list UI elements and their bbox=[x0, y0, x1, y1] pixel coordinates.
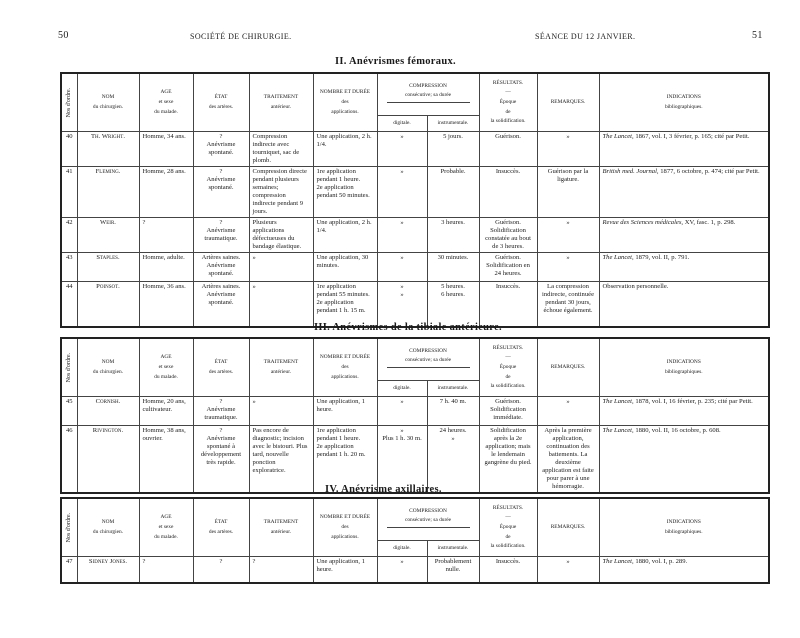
header-resultats bbox=[479, 498, 537, 556]
cell-resultats: Solidification après la 2e application; mais le lendemain gangrène du pied. bbox=[479, 425, 537, 493]
header-traitement-line: TRAITEMENT bbox=[263, 359, 299, 366]
aneurysm-table bbox=[60, 72, 770, 328]
header-resultats-line: de bbox=[505, 108, 511, 115]
cell-remarques: La compression indirecte, continuée pendant 30 jours, échoue également. bbox=[537, 281, 599, 327]
header-nombre-line: NOMBRE ET DURÉE bbox=[319, 514, 371, 521]
cell-nom: Cornish. bbox=[77, 396, 139, 425]
brace-divider bbox=[387, 527, 470, 532]
header-nom-line: du chirurgien. bbox=[92, 103, 124, 110]
header-nombre-line: NOMBRE ET DURÉE bbox=[319, 89, 371, 96]
header-no bbox=[61, 73, 77, 131]
header-age-line: AGE bbox=[160, 514, 172, 521]
citation-detail: , 1880, vol. II, 16 octobre, p. 608. bbox=[632, 426, 721, 434]
journal-name: The Lancet bbox=[602, 253, 633, 261]
journal-name: The Lancet bbox=[602, 132, 633, 140]
cell-age: ? bbox=[139, 217, 193, 252]
header-nombre-line: applications. bbox=[331, 373, 359, 380]
cell-indications bbox=[599, 217, 769, 252]
header-digitale: digitale. bbox=[377, 540, 427, 556]
header-etat-line: ÉTAT bbox=[214, 519, 228, 526]
header-age bbox=[139, 73, 193, 131]
citation-detail: , 1867, vol. I, 3 février, p. 165; cité par Petit. bbox=[632, 132, 750, 140]
cell-digitale: » bbox=[377, 396, 427, 425]
cell-nom: Poinsot. bbox=[77, 281, 139, 327]
cell-etat: Artères saines. Anévrisme spontané. bbox=[193, 252, 249, 281]
cell-indications bbox=[599, 425, 769, 493]
cell-resultats: Guérison. Solidification constatée au bout de 3 heures. bbox=[479, 217, 537, 252]
header-resultats bbox=[479, 338, 537, 396]
header-compression-line: COMPRESSION bbox=[409, 347, 447, 354]
header-resultats-line: Époque bbox=[499, 98, 517, 105]
header-age-line: AGE bbox=[160, 354, 172, 361]
cell-no: 45 bbox=[61, 396, 77, 425]
header-no bbox=[61, 338, 77, 396]
citation-detail: Observation personnelle. bbox=[602, 282, 669, 290]
cell-remarques: » bbox=[537, 556, 599, 583]
header-resultats-line: — bbox=[505, 354, 511, 361]
cell-instrumentale: Probablement nulle. bbox=[427, 556, 479, 583]
cell-nom: Rivington. bbox=[77, 425, 139, 493]
header-compression bbox=[377, 338, 479, 380]
header-no-label: Nos d'ordre. bbox=[65, 87, 72, 117]
cell-resultats: Insuccès. bbox=[479, 166, 537, 217]
header-indications-line: INDICATIONS bbox=[666, 359, 701, 366]
header-nombre-line: applications. bbox=[331, 533, 359, 540]
header-compression-line: consécutive; sa durée bbox=[404, 517, 452, 524]
journal-name: Revue des Sciences médicales bbox=[602, 218, 682, 226]
header-indications bbox=[599, 338, 769, 396]
cell-nombre: Une application, 30 minutes. bbox=[313, 252, 377, 281]
header-remarques: REMARQUES. bbox=[537, 498, 599, 556]
header-instrumentale: instrumentale. bbox=[427, 380, 479, 396]
header-nombre-line: des bbox=[341, 98, 349, 105]
cell-indications bbox=[599, 166, 769, 217]
header-nombre bbox=[313, 338, 377, 396]
header-age-line: du malade. bbox=[154, 533, 178, 540]
cell-digitale: » Plus 1 h. 30 m. bbox=[377, 425, 427, 493]
header-nombre-line: NOMBRE ET DURÉE bbox=[319, 354, 371, 361]
cell-indications bbox=[599, 396, 769, 425]
cell-resultats: Guérison. Solidification en 24 heures. bbox=[479, 252, 537, 281]
header-etat-line: ÉTAT bbox=[214, 359, 228, 366]
header-indications bbox=[599, 73, 769, 131]
cell-age: Homme, 20 ans, cultivateur. bbox=[139, 396, 193, 425]
header-age-line: et sexe bbox=[158, 98, 174, 105]
cell-no: 44 bbox=[61, 281, 77, 327]
cell-nombre: Une application, 2 h. 1/4. bbox=[313, 217, 377, 252]
header-traitement-line: antérieur. bbox=[270, 103, 292, 110]
cell-traitement: Plusieurs applications défectueuses du bandage élastique. bbox=[249, 217, 313, 252]
cell-digitale: » bbox=[377, 252, 427, 281]
header-compression-line: COMPRESSION bbox=[409, 507, 447, 514]
cell-resultats: Insuccès. bbox=[479, 281, 537, 327]
header-indications-line: bibliographiques. bbox=[664, 103, 703, 110]
header-digitale: digitale. bbox=[377, 380, 427, 396]
cell-traitement: » bbox=[249, 252, 313, 281]
cell-instrumentale: 5 heures. 6 heures. bbox=[427, 281, 479, 327]
cell-nombre: Une application, 2 h. 1/4. bbox=[313, 131, 377, 166]
running-title-right: SÉANCE DU 12 JANVIER. bbox=[535, 32, 636, 41]
journal-name: The Lancet bbox=[602, 426, 633, 434]
table-row bbox=[61, 556, 769, 583]
header-nom bbox=[77, 338, 139, 396]
cell-no: 40 bbox=[61, 131, 77, 166]
table-row bbox=[61, 166, 769, 217]
cell-indications bbox=[599, 556, 769, 583]
section-title: II. Anévrismes fémoraux. bbox=[335, 56, 456, 67]
cell-instrumentale: Probable. bbox=[427, 166, 479, 217]
aneurysm-table bbox=[60, 337, 770, 494]
table-row bbox=[61, 131, 769, 166]
cell-age: Homme, adulte. bbox=[139, 252, 193, 281]
header-instrumentale: instrumentale. bbox=[427, 115, 479, 131]
header-age-line: du malade. bbox=[154, 373, 178, 380]
cell-nombre: Une application, 1 heure. bbox=[313, 556, 377, 583]
cell-etat: ? Anévrisme spontané. bbox=[193, 166, 249, 217]
header-compression-line: consécutive; sa durée bbox=[404, 357, 452, 364]
brace-divider bbox=[387, 102, 470, 107]
header-no-label: Nos d'ordre. bbox=[65, 512, 72, 542]
cell-age: ? bbox=[139, 556, 193, 583]
cell-nombre: 1re application pendant 1 heure. 2e application pendant 1 h. 20 m. bbox=[313, 425, 377, 493]
header-traitement-line: antérieur. bbox=[270, 528, 292, 535]
header-resultats-line: RÉSULTATS. bbox=[492, 504, 524, 511]
header-traitement-line: antérieur. bbox=[270, 368, 292, 375]
header-nom-line: du chirurgien. bbox=[92, 368, 124, 375]
header-resultats-line: Époque bbox=[499, 523, 517, 530]
citation-detail: , 1880, vol. I, p. 289. bbox=[632, 557, 688, 565]
cell-indications bbox=[599, 131, 769, 166]
header-indications-line: bibliographiques. bbox=[664, 368, 703, 375]
citation-detail: , 1877, 6 octobre, p. 474; cité par Petit. bbox=[656, 167, 760, 175]
header-nombre bbox=[313, 498, 377, 556]
header-instrumentale: instrumentale. bbox=[427, 540, 479, 556]
header-resultats bbox=[479, 73, 537, 131]
header-resultats-line: Époque bbox=[499, 363, 517, 370]
header-etat-line: des artères. bbox=[208, 103, 234, 110]
header-nom bbox=[77, 498, 139, 556]
table-row bbox=[61, 425, 769, 493]
cell-remarques: » bbox=[537, 396, 599, 425]
header-etat-line: ÉTAT bbox=[214, 94, 228, 101]
header-age-line: et sexe bbox=[158, 523, 174, 530]
table-row bbox=[61, 217, 769, 252]
cell-traitement: Compression indirecte avec tourniquet, sac de plomb. bbox=[249, 131, 313, 166]
cell-nom: Fleming. bbox=[77, 166, 139, 217]
cell-etat: Artères saines. Anévrisme spontané. bbox=[193, 281, 249, 327]
header-traitement-line: TRAITEMENT bbox=[263, 94, 299, 101]
header-compression-line: COMPRESSION bbox=[409, 82, 447, 89]
cell-digitale: » » bbox=[377, 281, 427, 327]
header-resultats-line: la solidification. bbox=[490, 543, 526, 550]
cell-etat: ? Anévrisme traumatique. bbox=[193, 396, 249, 425]
header-nom-line: du chirurgien. bbox=[92, 528, 124, 535]
cell-etat: ? bbox=[193, 556, 249, 583]
cell-nom: Th. Wright. bbox=[77, 131, 139, 166]
section-title: III. Anévrismes de la tibiale antérieure. bbox=[314, 322, 502, 333]
cell-nombre: 1re application pendant 55 minutes. 2e application pendant 1 h. 15 m. bbox=[313, 281, 377, 327]
cell-nom: Sidney Jones. bbox=[77, 556, 139, 583]
cell-nombre: 1re application pendant 1 heure. 2e application pendant 50 minutes. bbox=[313, 166, 377, 217]
header-compression-line: consécutive; sa durée bbox=[404, 92, 452, 99]
citation-detail: , 1878, vol. I, 16 février, p. 235; cité par Petit. bbox=[632, 397, 753, 405]
table-row bbox=[61, 281, 769, 327]
journal-name: British med. Journal bbox=[602, 167, 657, 175]
cell-digitale: » bbox=[377, 131, 427, 166]
cell-remarques: Après la première application, continuation des battements. La deuxième application est faite pour parer à une hémorragie. bbox=[537, 425, 599, 493]
header-resultats-line: la solidification. bbox=[490, 118, 526, 125]
aneurysm-table bbox=[60, 497, 770, 584]
section-title: IV. Anévrisme axillaires. bbox=[325, 484, 442, 495]
cell-traitement: Compression directe pendant plusieurs semaines; compression indirecte pendant 9 jours. bbox=[249, 166, 313, 217]
header-no-label: Nos d'ordre. bbox=[65, 352, 72, 382]
page-number-left: 50 bbox=[58, 30, 69, 41]
header-traitement-line: TRAITEMENT bbox=[263, 519, 299, 526]
header-age bbox=[139, 498, 193, 556]
cell-remarques: » bbox=[537, 131, 599, 166]
table-row bbox=[61, 396, 769, 425]
header-nombre bbox=[313, 73, 377, 131]
header-compression bbox=[377, 73, 479, 115]
header-resultats-line: — bbox=[505, 514, 511, 521]
cell-indications bbox=[599, 281, 769, 327]
header-nom-line: NOM bbox=[101, 94, 115, 101]
header-digitale: digitale. bbox=[377, 115, 427, 131]
header-resultats-line: RÉSULTATS. bbox=[492, 344, 524, 351]
cell-age: Homme, 36 ans. bbox=[139, 281, 193, 327]
header-etat-line: des artères. bbox=[208, 528, 234, 535]
cell-resultats: Guérison. Solidification immédiate. bbox=[479, 396, 537, 425]
header-nombre-line: applications. bbox=[331, 108, 359, 115]
header-compression bbox=[377, 498, 479, 540]
header-indications-line: INDICATIONS bbox=[666, 519, 701, 526]
header-resultats-line: de bbox=[505, 373, 511, 380]
cell-no: 47 bbox=[61, 556, 77, 583]
cell-traitement: Pas encore de diagnostic; incision avec le bistouri. Plus tard, nouvelle ponction exploratrice. bbox=[249, 425, 313, 493]
header-age bbox=[139, 338, 193, 396]
cell-indications bbox=[599, 252, 769, 281]
cell-etat: ? Anévrisme spontané. bbox=[193, 131, 249, 166]
header-nom-line: NOM bbox=[101, 359, 115, 366]
cell-instrumentale: 5 jours. bbox=[427, 131, 479, 166]
cell-no: 41 bbox=[61, 166, 77, 217]
cell-resultats: Insuccès. bbox=[479, 556, 537, 583]
header-etat-line: des artères. bbox=[208, 368, 234, 375]
header-no bbox=[61, 498, 77, 556]
cell-etat: ? Anévrisme traumatique. bbox=[193, 217, 249, 252]
cell-nombre: Une application, 1 heure. bbox=[313, 396, 377, 425]
header-resultats-line: la solidification. bbox=[490, 383, 526, 390]
header-indications-line: INDICATIONS bbox=[666, 94, 701, 101]
cell-instrumentale: 3 heures. bbox=[427, 217, 479, 252]
cell-remarques: Guérison par la ligature. bbox=[537, 166, 599, 217]
header-resultats-line: RÉSULTATS. bbox=[492, 79, 524, 86]
header-resultats-line: de bbox=[505, 533, 511, 540]
header-traitement bbox=[249, 498, 313, 556]
header-nombre-line: des bbox=[341, 523, 349, 530]
cell-digitale: » bbox=[377, 166, 427, 217]
cell-age: Homme, 38 ans, ouvrier. bbox=[139, 425, 193, 493]
cell-nom: Weir. bbox=[77, 217, 139, 252]
cell-digitale: » bbox=[377, 217, 427, 252]
header-indications bbox=[599, 498, 769, 556]
cell-no: 42 bbox=[61, 217, 77, 252]
journal-name: The Lancet bbox=[602, 557, 633, 565]
cell-nom: Staples. bbox=[77, 252, 139, 281]
cell-etat: ? Anévrisme spontané à développement très rapide. bbox=[193, 425, 249, 493]
brace-divider bbox=[387, 367, 470, 372]
cell-age: Homme, 34 ans. bbox=[139, 131, 193, 166]
header-age-line: du malade. bbox=[154, 108, 178, 115]
header-resultats-line: — bbox=[505, 89, 511, 96]
header-etat bbox=[193, 73, 249, 131]
cell-remarques: » bbox=[537, 252, 599, 281]
cell-no: 43 bbox=[61, 252, 77, 281]
page-number-right: 51 bbox=[752, 30, 763, 41]
header-nombre-line: des bbox=[341, 363, 349, 370]
citation-detail: , 1879, vol. II, p. 791. bbox=[632, 253, 690, 261]
cell-age: Homme, 28 ans. bbox=[139, 166, 193, 217]
header-indications-line: bibliographiques. bbox=[664, 528, 703, 535]
cell-instrumentale: 7 h. 40 m. bbox=[427, 396, 479, 425]
header-nom bbox=[77, 73, 139, 131]
header-age-line: et sexe bbox=[158, 363, 174, 370]
header-age-line: AGE bbox=[160, 89, 172, 96]
header-etat bbox=[193, 498, 249, 556]
cell-traitement: » bbox=[249, 281, 313, 327]
header-remarques: REMARQUES. bbox=[537, 338, 599, 396]
citation-detail: , XV, fasc. 1, p. 298. bbox=[681, 218, 736, 226]
cell-remarques: » bbox=[537, 217, 599, 252]
header-remarques: REMARQUES. bbox=[537, 73, 599, 131]
header-traitement bbox=[249, 338, 313, 396]
cell-instrumentale: 30 minutes. bbox=[427, 252, 479, 281]
cell-traitement: ? bbox=[249, 556, 313, 583]
header-etat bbox=[193, 338, 249, 396]
cell-digitale: » bbox=[377, 556, 427, 583]
table-row bbox=[61, 252, 769, 281]
running-title-left: SOCIÉTÉ DE CHIRURGIE. bbox=[190, 32, 292, 41]
header-traitement bbox=[249, 73, 313, 131]
cell-traitement: » bbox=[249, 396, 313, 425]
cell-resultats: Guérison. bbox=[479, 131, 537, 166]
cell-no: 46 bbox=[61, 425, 77, 493]
cell-instrumentale: 24 heures. » bbox=[427, 425, 479, 493]
journal-name: The Lancet bbox=[602, 397, 633, 405]
header-nom-line: NOM bbox=[101, 519, 115, 526]
